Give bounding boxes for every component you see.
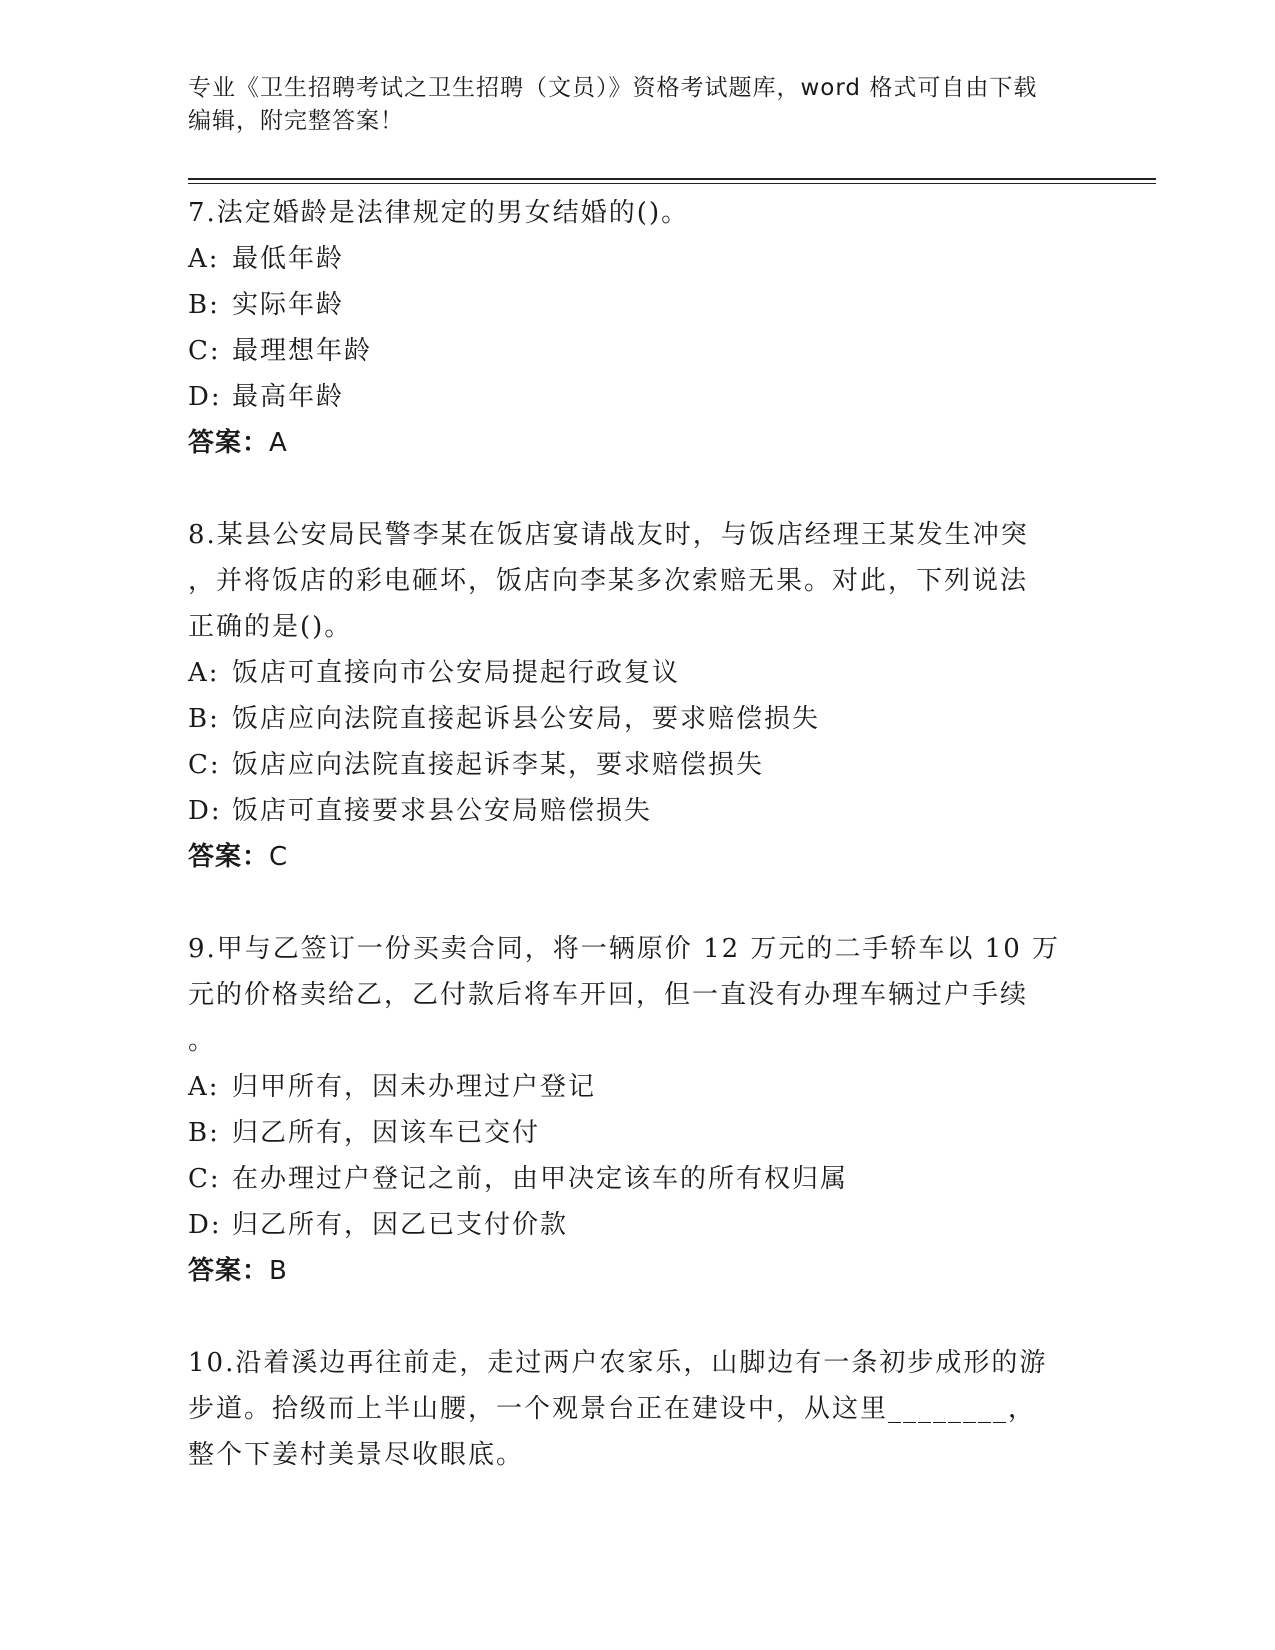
option-text: 归乙所有，因该车已交付 (232, 1118, 541, 1148)
question-stem-line-2: 元的价格卖给乙，乙付款后将车开回，但一直没有办理车辆过户手续 (188, 980, 1029, 1010)
answer-line (188, 1248, 1088, 1294)
question-stem-line-2: 步道。拾级而上半山腰，一个观景台正在建设中，从这里________， (188, 1394, 1037, 1424)
option-text: 最高年龄 (232, 382, 345, 412)
option-letter: C: (188, 1164, 221, 1194)
question-stem-line-2: ，并将饭店的彩电砸坏，饭店向李某多次索赔无果。对此，下列说法 (188, 566, 1029, 596)
option-letter: D: (188, 796, 222, 826)
option-text: 最理想年龄 (232, 336, 373, 366)
question-gap (188, 1294, 1088, 1340)
question-stem-line-3: 正确的是()。 (188, 612, 353, 642)
option-text: 归乙所有，因乙已支付价款 (232, 1210, 569, 1240)
question-10 (188, 1340, 1088, 1478)
option-text: 饭店应向法院直接起诉李某，要求赔偿损失 (232, 750, 765, 780)
option-text: 归甲所有，因未办理过户登记 (232, 1072, 597, 1102)
answer-line (188, 420, 1088, 466)
option-text: 最低年龄 (232, 244, 345, 274)
option-c (188, 1156, 1088, 1202)
option-c (188, 328, 1088, 374)
option-letter: C: (188, 336, 221, 366)
option-letter: B: (188, 1118, 220, 1148)
question-stem-line-3: 整个下姜村美景尽收眼底。 (188, 1440, 525, 1470)
option-text: 饭店应向法院直接起诉县公安局，要求赔偿损失 (232, 704, 821, 734)
option-text: 实际年龄 (232, 290, 345, 320)
option-letter: A: (188, 1072, 220, 1102)
option-text: 饭店可直接向市公安局提起行政复议 (232, 658, 681, 688)
header-line-1: 专业《卫生招聘考试之卫生招聘（文员）》资格考试题库，word 格式可自由下载 (188, 75, 1038, 101)
option-letter: A: (188, 244, 220, 274)
answer-value: B (269, 1256, 288, 1286)
option-letter: D: (188, 382, 222, 412)
option-b (188, 282, 1088, 328)
option-b (188, 1110, 1088, 1156)
question-gap (188, 880, 1088, 926)
header-divider-thick (188, 178, 1156, 180)
option-letter: C: (188, 750, 221, 780)
answer-label: 答案： (188, 1256, 270, 1286)
option-letter: A: (188, 658, 220, 688)
option-text: 饭店可直接要求县公安局赔偿损失 (232, 796, 653, 826)
header-divider-thin (188, 183, 1156, 184)
option-text: 在办理过户登记之前，由甲决定该车的所有权归属 (232, 1164, 849, 1194)
option-d (188, 1202, 1088, 1248)
option-c (188, 742, 1088, 788)
question-stem: 7.法定婚龄是法律规定的男女结婚的()。 (188, 198, 690, 228)
option-a (188, 650, 1088, 696)
answer-line (188, 834, 1088, 880)
answer-label: 答案： (188, 842, 270, 872)
header-line-2: 编辑，附完整答案！ (188, 108, 404, 134)
answer-label: 答案： (188, 428, 270, 458)
answer-value: C (269, 842, 289, 872)
answer-value: A (269, 428, 288, 458)
question-stem-line-1: 9.甲与乙签订一份买卖合同，将一辆原价 12 万元的二手轿车以 10 万 (188, 934, 1061, 964)
question-stem-line-1: 8.某县公安局民警李某在饭店宴请战友时，与饭店经理王某发生冲突 (188, 520, 1029, 550)
question-9 (188, 926, 1088, 1294)
question-stem-line-3: 。 (188, 1026, 217, 1056)
document-header (188, 72, 1088, 138)
question-7 (188, 190, 1088, 466)
option-a (188, 1064, 1088, 1110)
option-d (188, 788, 1088, 834)
option-letter: D: (188, 1210, 222, 1240)
option-letter: B: (188, 290, 220, 320)
option-b (188, 696, 1088, 742)
question-list (188, 190, 1088, 1478)
option-a (188, 236, 1088, 282)
question-stem-line-1: 10.沿着溪边再往前走，走过两户农家乐，山脚边有一条初步成形的游 (188, 1348, 1048, 1378)
question-8 (188, 512, 1088, 880)
option-letter: B: (188, 704, 220, 734)
option-d (188, 374, 1088, 420)
question-gap (188, 466, 1088, 512)
